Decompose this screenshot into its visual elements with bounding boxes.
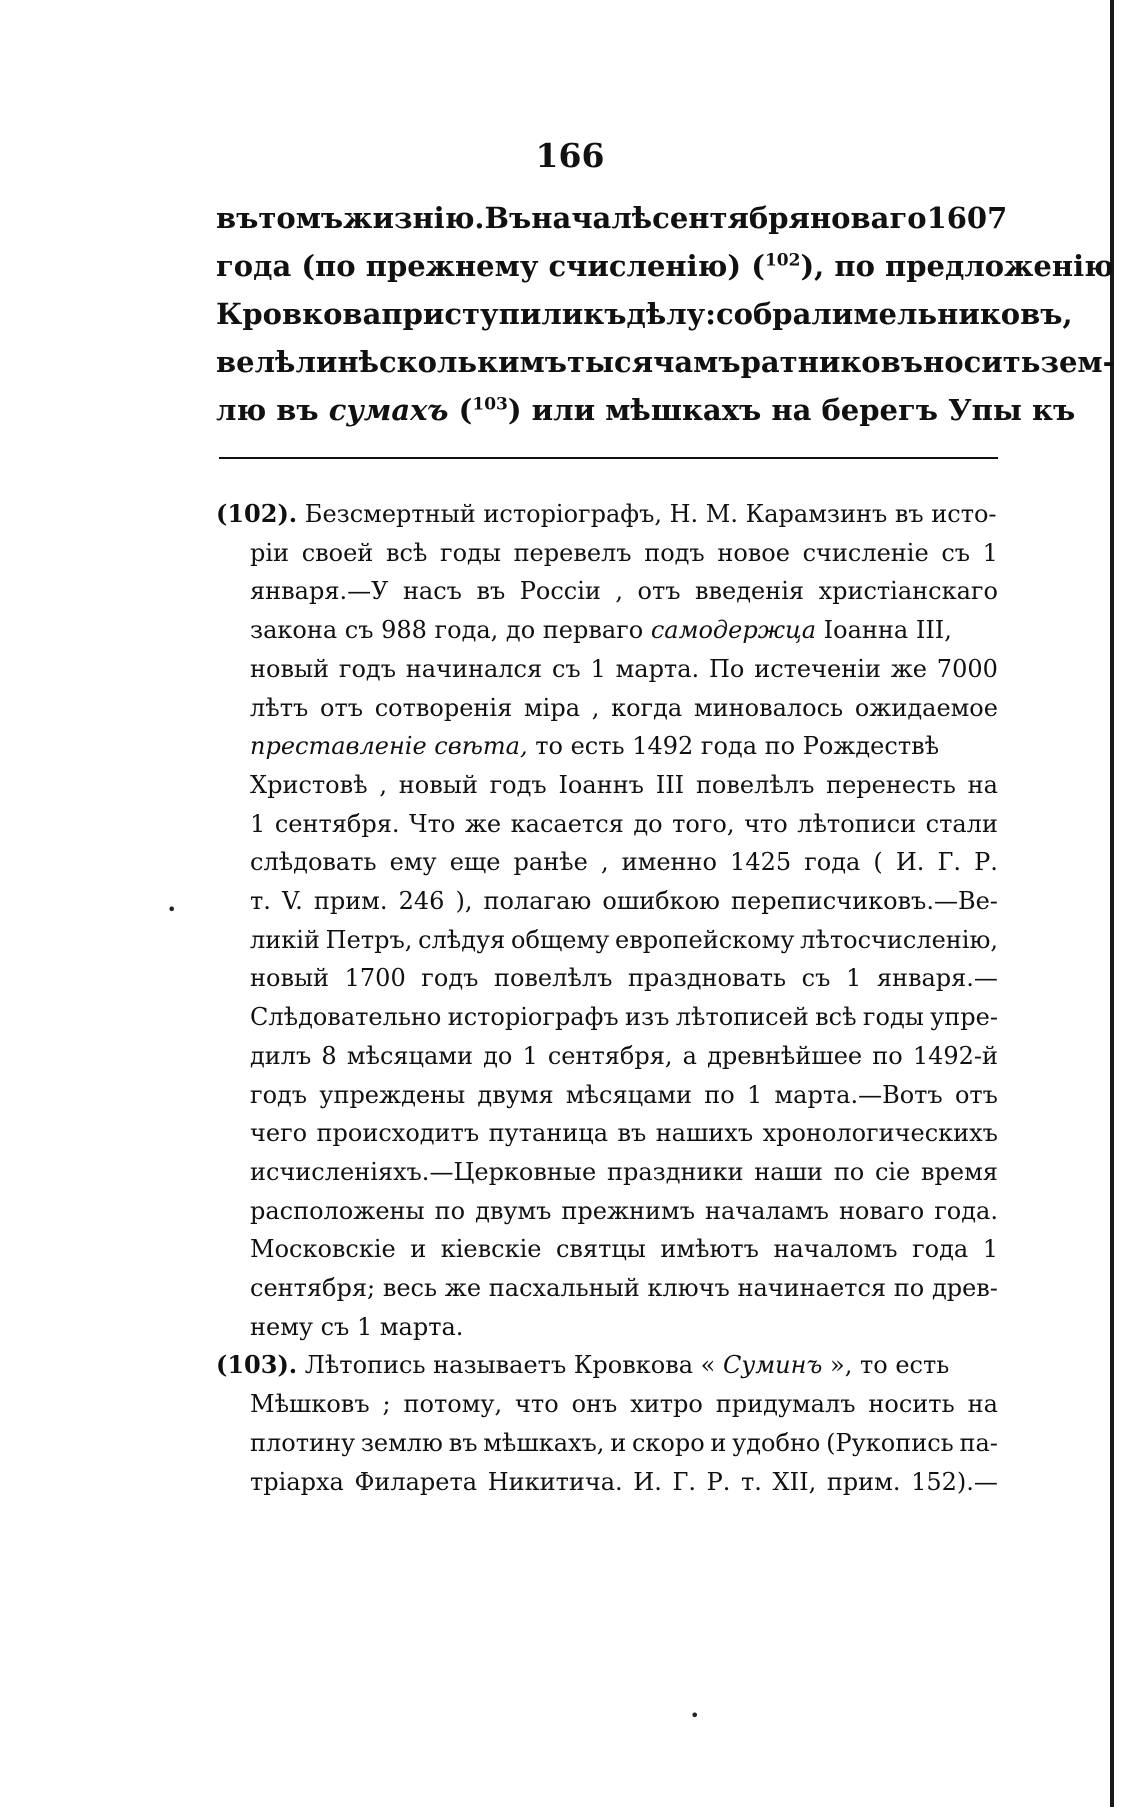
main-text-block [216, 194, 1115, 434]
footnote-103-line: (103). Лѣтопись называетъ Кровкова « Суминъ », то есть [216, 1350, 950, 1380]
footnote-102-line: чего происходитъ путаница въ нашихъ хронологическихъ [250, 1119, 998, 1148]
footnote-102-line: новый годъ начинался съ 1 марта. По истеченіи же 7000 [250, 654, 998, 683]
footnote-ref-103[interactable]: 103 [472, 394, 508, 415]
footnote-102-line: новый 1700 годъ повелѣлъ праздновать съ 1 января.— [250, 964, 998, 993]
footnote-102-line: преставленіе свѣта, то есть 1492 года по Рождествѣ [250, 732, 940, 761]
footnote-102-line: Христовѣ , новый годъ Іоаннъ III повелѣлъ перенесть на [250, 770, 998, 799]
footnote-marker-103: (103). [216, 1350, 298, 1380]
footnote-102-line: ликій Петръ, слѣдуя общему европейскому лѣтосчисленію, [250, 925, 998, 954]
footnote-102-line: слѣдовать ему еще ранѣе , именно 1425 года ( И. Г. Р. [250, 848, 998, 877]
stray-mark: • [690, 1706, 700, 1725]
footnote-102-line: Московскіе и кіевскіе святцы имѣютъ началомъ года 1 [250, 1235, 998, 1264]
footnote-marker-102: (102). [216, 499, 298, 528]
footnote-102-line: исчисленіяхъ.—Церковные праздники наши по сіе время [250, 1157, 998, 1186]
footnote-103-line: Мѣшковъ ; потому, что онъ хитро придумалъ носить на [250, 1390, 998, 1419]
footnote-102-line: января.—У насъ въ Россіи , отъ введенія христіанскаго [250, 577, 998, 606]
footnote-102-line: дилъ 8 мѣсяцами до 1 сентября, а древнѣйшее по 1492-й [250, 1041, 998, 1070]
stray-mark: • [167, 900, 177, 919]
footnote-103-line: плотину землю въ мѣшкахъ, и скоро и удобно (Рукопись па- [250, 1428, 998, 1457]
footnote-102-line: 1 сентября. Что же касается до того, что лѣтописи стали [250, 809, 998, 838]
footnote-ref-102[interactable]: 102 [764, 250, 801, 271]
footnote-103-line: тріарха Филарета Никитича. И. Г. Р. т. XII, прим. 152).— [250, 1467, 998, 1496]
main-line: года (по прежнему счисленію) ($^{102}$), по предложенію [216, 249, 1114, 283]
footnote-102-line: лѣтъ отъ сотворенія міра , когда миновалось ожидаемое [250, 693, 998, 722]
footnote-102-line: расположены по двумъ прежнимъ началамъ новаго года. [250, 1196, 998, 1225]
footnote-separator [219, 457, 998, 459]
main-line: Кровкова приступили къ дѣлу : собрали мельниковъ , [216, 297, 1073, 331]
footnote-102-line: т. V. прим. 246 ), полагаю ошибкою переписчиковъ.—Ве- [250, 887, 998, 916]
main-line: велѣли нѣсколькимъ тысячамъ ратниковъ носить зем- [216, 345, 1115, 379]
footnote-102-line: ріи своей всѣ годы перевелъ подъ новое счисленіе съ 1 [250, 538, 998, 567]
footnote-102-line: (102). Безсмертный исторіографъ, Н. М. Карамзинъ въ исто- [216, 499, 997, 528]
footnotes-block [216, 495, 998, 1501]
main-line: лю въ сумахъ ($^{103}$) или мѣшкахъ на берегъ Упы къ [216, 393, 1076, 427]
page-number: 166 [535, 136, 605, 175]
footnote-102-line: сентября; весь же пасхальный ключъ начинается по древ- [250, 1274, 998, 1303]
footnote-102-line: годъ упреждены двумя мѣсяцами по 1 марта.—Вотъ отъ [250, 1080, 998, 1109]
footnote-102-line: нему съ 1 марта. [250, 1312, 464, 1341]
footnote-102-line: Слѣдовательно исторіографъ изъ лѣтописей всѣ годы упре- [250, 1003, 998, 1032]
footnote-102-line: закона съ 988 года, до перваго самодержца Іоанна III, [250, 616, 952, 645]
main-line: въ томъ жизнію. Въ началѣ сентября новаго 1607 [216, 201, 1008, 235]
